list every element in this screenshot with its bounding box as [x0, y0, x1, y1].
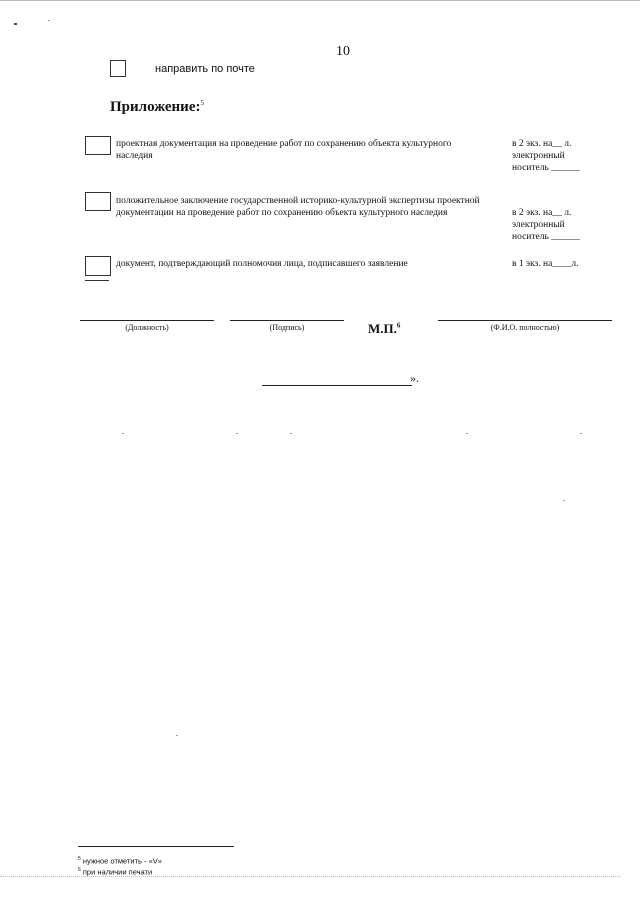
attachment-checkbox-authority[interactable] — [85, 256, 111, 276]
bottom-scan-noise — [0, 876, 620, 877]
signature-line — [230, 320, 344, 321]
scan-speck — [176, 735, 178, 736]
attachment-text-expertise: положительное заключение государственной историко-культурной экспертизы проектной документации на проведение работ по сохранению объекта культурного наследия — [116, 196, 480, 218]
attachment-text-project-docs: проектная документация на проведение работ по сохранению объекта культурного наследия — [116, 139, 452, 161]
scan-speck — [14, 23, 17, 25]
mail-checkbox[interactable] — [110, 60, 126, 77]
position-line — [80, 320, 214, 321]
signature-caption: (Подпись) — [269, 323, 305, 332]
date-closing-quote: ». — [410, 371, 419, 385]
scan-speck — [563, 500, 565, 501]
scan-speck — [236, 433, 238, 434]
attachment-copies-project-docs: в 2 экз. на__ л. электронный носитель ______ — [512, 139, 580, 173]
scan-speck — [122, 433, 124, 434]
attachment-checkbox-project-docs[interactable] — [85, 136, 111, 155]
attachment-text-authority: документ, подтверждающий полномочия лица, подписавшего заявление — [116, 259, 408, 269]
position-caption: (Должность) — [125, 323, 169, 332]
scan-speck — [290, 433, 292, 434]
date-line — [262, 385, 412, 386]
top-scan-edge — [0, 0, 640, 1]
attachments-heading: Приложение:$^5$ — [110, 99, 204, 115]
footnote-5: $^5$ нужное отметить - «V» — [78, 856, 162, 866]
scan-speck — [466, 433, 468, 434]
footnote-separator — [78, 846, 234, 847]
attachment-copies-authority: в 1 экз. на____л. — [512, 259, 579, 269]
scan-speck — [580, 433, 582, 434]
mail-option-label: направить по почте — [155, 63, 255, 75]
stamp-label: М.П.$^6$ — [368, 321, 401, 336]
attachment-copies-expertise: в 2 экз. на__ л. электронный носитель ______ — [512, 208, 580, 242]
name-line — [438, 320, 612, 321]
checkbox-underline — [85, 280, 109, 281]
attachment-checkbox-expertise[interactable] — [85, 192, 111, 211]
footnote-6: $^6$ при наличии печати — [78, 867, 153, 877]
scan-speck — [48, 20, 50, 21]
name-caption: (Ф.И.О. полностью) — [490, 323, 560, 332]
page-number: 10 — [336, 44, 350, 59]
